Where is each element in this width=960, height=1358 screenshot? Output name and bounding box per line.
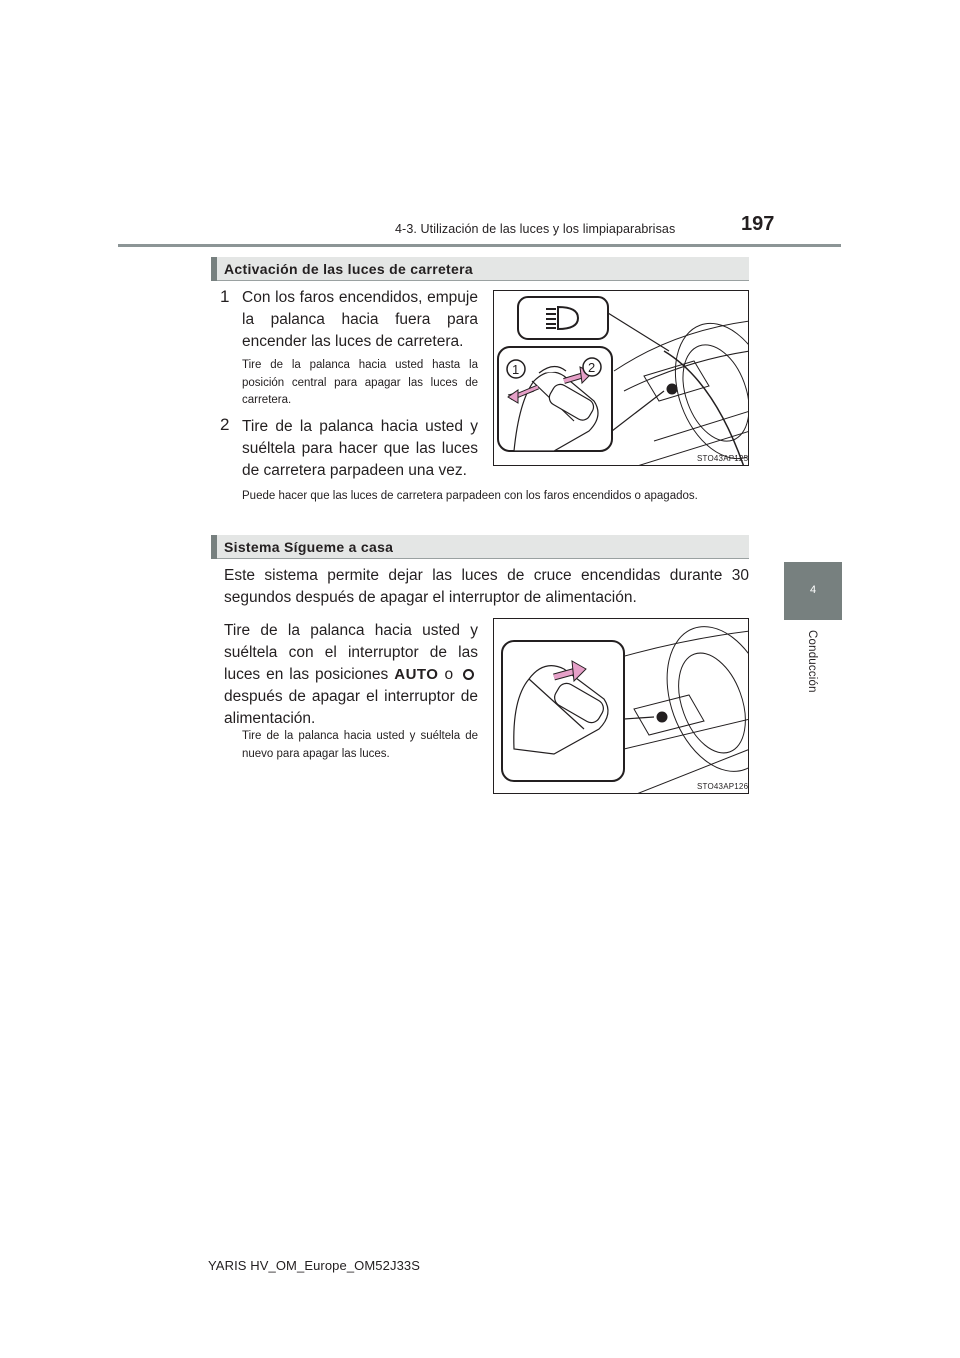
step-number-2-icon bbox=[218, 414, 234, 434]
svg-text:2: 2 bbox=[220, 415, 230, 434]
instruction-text-before: Tire de la palanca hacia usted y suéltela con el interruptor de las luces en las posiciones bbox=[224, 622, 478, 683]
chapter-number: 4 bbox=[809, 584, 817, 596]
lever-illustration bbox=[494, 619, 749, 794]
callout-2-icon bbox=[583, 358, 601, 376]
chapter-tab bbox=[784, 562, 842, 620]
figure-code: STO43AP125 bbox=[697, 454, 749, 463]
instruction-text-after: después de apagar el interruptor de alimentación. bbox=[224, 688, 478, 727]
section-heading-high-beam bbox=[211, 257, 749, 281]
section-heading-follow-me-home bbox=[211, 535, 749, 559]
heading-marker bbox=[211, 257, 217, 281]
chapter-label: Conducción bbox=[806, 630, 818, 693]
auto-symbol: AUTO bbox=[394, 666, 439, 683]
follow-me-intro: Este sistema permite dejar las luces de cruce encendidas durante 30 segundos después de apagar el interruptor de alimentación. bbox=[224, 567, 749, 606]
figure-code: STO43AP126 bbox=[697, 782, 749, 791]
svg-text:1: 1 bbox=[220, 287, 230, 306]
follow-me-instruction bbox=[224, 620, 478, 730]
connector-text: o bbox=[444, 666, 454, 683]
lever-illustration bbox=[494, 291, 749, 466]
manual-id: YARIS HV_OM_Europe_OM52J33S bbox=[208, 1258, 421, 1273]
page-number: 197 bbox=[741, 213, 775, 235]
step1-note: Tire de la palanca hacia usted hasta la posición central para apagar las luces de carretera. bbox=[242, 359, 478, 406]
step1-text: Con los faros encendidos, empuje la palanca hacia fuera para encender las luces de carretera. bbox=[242, 289, 478, 350]
follow-me-note: Tire de la palanca hacia usted y suéltela de nuevo para apagar las luces. bbox=[242, 730, 478, 760]
section-title: Activación de las luces de carretera bbox=[224, 261, 473, 277]
svg-text:1: 1 bbox=[512, 362, 520, 377]
section-breadcrumb: 4-3. Utilización de las luces y los limpiaparabrisas bbox=[395, 222, 676, 236]
high-beam-lever-figure bbox=[493, 290, 749, 466]
parking-lights-icon bbox=[463, 669, 474, 680]
callout-1-icon bbox=[507, 360, 525, 378]
step2-text: Tire de la palanca hacia usted y suéltela para hacer que las luces de carretera parpadeen una vez. bbox=[242, 418, 478, 479]
header-divider bbox=[118, 244, 841, 247]
section-title: Sistema Sígueme a casa bbox=[224, 539, 394, 555]
step-number-1-icon bbox=[218, 286, 234, 306]
svg-text:2: 2 bbox=[588, 360, 596, 375]
step2-note: Puede hacer que las luces de carretera parpadeen con los faros encendidos o apagados. bbox=[242, 490, 698, 502]
heading-marker bbox=[211, 535, 217, 559]
follow-me-lever-figure bbox=[493, 618, 749, 794]
